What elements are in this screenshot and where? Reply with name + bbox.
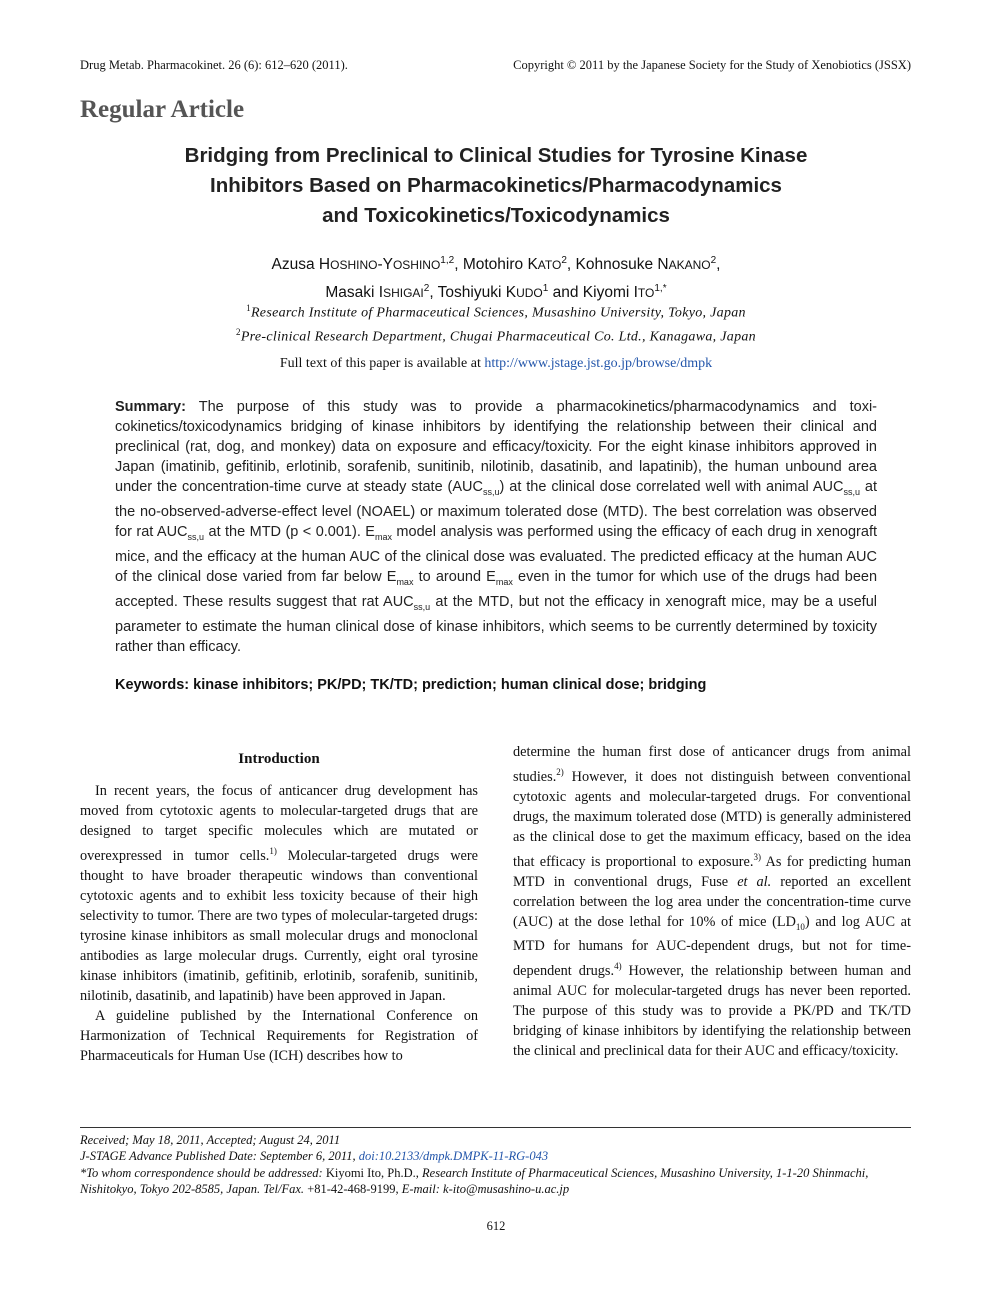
paragraph-text: In recent years, the focus of anticancer drug development has moved from cytotoxic agents to molecular-targeted drugs that are designed to target specific molecules which are mutated or overexpressed in tumor cells.: [80, 783, 478, 864]
summary-sub: ss,u: [843, 486, 860, 497]
paragraph: [80, 781, 478, 1006]
correspondence-phone: +81-42-468-9199,: [307, 1181, 402, 1196]
page-number: 612: [486, 1219, 506, 1233]
summary-text: at the MTD, but not the efficacy in xenograft mice, may be a useful parameter to estimate the human clinical dose of kinase inhibitors, which seems to be currently determined by toxicity rather than efficacy.: [115, 593, 877, 655]
summary-sub: max: [396, 576, 414, 587]
paragraph-text: As for predicting human MTD in conventional drugs, Fuse: [513, 853, 911, 890]
author-first: , Motohiro: [454, 256, 528, 274]
author-smallcaps: ATO: [537, 258, 562, 273]
author-first: , Kohnosuke: [566, 256, 658, 274]
citation-sup: 3): [753, 851, 761, 862]
author-sup: 2: [710, 255, 717, 266]
fulltext-link[interactable]: http://www.jstage.jst.go.jp/browse/dmpk: [484, 356, 713, 371]
summary-text: to around E: [413, 568, 496, 585]
paragraph-text: However, it does not distinguish between conventional cytotoxic agents and molecular-targeted drugs. For conventional drugs, the maximum tolerated dose (MTD) is generally administered as the clinical dose to get the maximum efficacy, based on the idea that efficacy is proportional to exposure.: [513, 768, 911, 870]
author-sup: 1,2: [440, 255, 455, 266]
citation-sup: 2): [556, 767, 564, 777]
article-title: [120, 141, 872, 231]
body-column-left: [80, 781, 478, 1066]
title-line-3: and Toxicokinetics/Toxicodynamics: [322, 204, 670, 227]
author-initial: K: [505, 284, 517, 302]
author-initial: I: [378, 284, 384, 302]
author-initial: N: [657, 256, 669, 274]
author-smallcaps: TO: [637, 286, 655, 301]
paragraph-text: Molecular-targeted drugs were thought to have broader therapeutic windows than conventional cytotoxic agents and to exhibit less toxicity because of their high selectivity to tumor. There are two types of molecular-targeted drugs: tyrosine kinase inhibitors as small molecular drugs and monoclonal antibodies as large molecular drugs. Currently, eight oral tyrosine kinase inhibitors (imatinib, gefitinib, erlotinib, sorafenib, sunitinib, nilotinib, dasatinib, and lapatinib) have been approved in Japan.: [80, 847, 479, 1004]
received-dates: Received; May 18, 2011, Accepted; August 24, 2011: [80, 1133, 341, 1147]
affiliations: [120, 299, 872, 346]
correspondence-name: Kiyomi Ito, Ph.D.,: [325, 1165, 423, 1180]
author-first: Azusa: [271, 256, 319, 274]
summary-sub: ss,u: [413, 601, 431, 612]
author-first: Masaki: [325, 284, 379, 302]
fulltext-label: Full text of this paper is available at: [279, 356, 485, 371]
author-list: [150, 249, 842, 305]
affiliation-2: [120, 323, 872, 347]
paragraph: [513, 742, 911, 1061]
body-column-right: [513, 742, 911, 1061]
summary-abstract: [115, 397, 877, 657]
affiliation-sup: 1: [246, 303, 251, 313]
summary-text: ) at the clinical dose correlated well with animal AUC: [499, 479, 844, 495]
author-initial: I: [633, 284, 638, 302]
correspondence: [80, 1165, 911, 1198]
email-label: E-mail:: [401, 1181, 444, 1196]
footnotes: [80, 1132, 911, 1197]
author-smallcaps: OSHINO: [330, 258, 378, 273]
summary-text: at the MTD (p < 0.001). E: [204, 523, 375, 540]
affiliation-1: [120, 299, 872, 323]
subscript: 10: [795, 921, 805, 932]
author-sup: 2: [561, 255, 567, 266]
author-smallcaps: SHIGAI: [383, 286, 424, 301]
affiliation-sup: 2: [236, 326, 241, 337]
author-initial: -Y: [377, 256, 393, 274]
footnote-divider: [80, 1127, 911, 1128]
summary-sub: max: [495, 576, 513, 587]
correspondence-address: Research Institute of Pharmaceutical Sciences, Musashino University, 1-1-20 Shinmachi, Nishitokyo, Tokyo 202-8585, Japan. Tel/Fax.: [80, 1165, 869, 1196]
et-al: et al.: [737, 873, 772, 890]
summary-text: model analysis was performed using the efficacy of each drug in xenograft mice, and the efficacy at the human AUC of the clinical dose was evaluated. The predicted efficacy at the human AUC of the clinical dose varied from far below E: [115, 523, 878, 585]
author-sup: 2: [423, 283, 430, 295]
author-sup: 1: [542, 283, 549, 295]
paragraph-text: ) and log AUC at MTD for humans for AUC-dependent drugs, but not for time-dependent drugs.: [513, 913, 912, 980]
jstage-date: [80, 1148, 911, 1164]
summary-label: Summary:: [115, 399, 186, 415]
summary-sub: max: [374, 531, 392, 542]
author-smallcaps: UDO: [516, 286, 543, 301]
fulltext-notice: [120, 356, 872, 372]
paragraph: A guideline published by the International Conference on Harmonization of Technical Requirements for Registration of Pharmaceuticals for Human Use (ICH) describes how to: [80, 1007, 478, 1064]
author-first: , Toshiyuki: [429, 284, 506, 302]
email-link[interactable]: k-ito@musashino-u.ac.jp: [443, 1181, 570, 1196]
author-smallcaps: AKANO: [668, 258, 711, 273]
author-first: and Kiyomi: [548, 284, 634, 302]
correspondence-label: *To whom correspondence should be addressed:: [80, 1165, 326, 1180]
introduction-heading: Introduction: [238, 751, 320, 767]
author-sup: 1,*: [654, 283, 667, 295]
copyright-notice: Copyright © 2011 by the Japanese Society for the Study of Xenobiotics (JSSX): [513, 58, 911, 72]
citation-sup: 4): [614, 961, 622, 972]
author-smallcaps: OSHINO: [392, 258, 441, 273]
journal-citation: Drug Metab. Pharmacokinet. 26 (6): 612–620 (2011).: [80, 58, 348, 72]
affiliation-text: Pre-clinical Research Department, Chugai Pharmaceutical Co. Ltd., Kanagawa, Japan: [240, 329, 756, 345]
citation-sup: 1): [269, 846, 277, 856]
summary-sub: ss,u: [483, 486, 500, 497]
summary-text: even in the tumor for which use of the drugs had been accepted. These results suggest that rat AUC: [115, 568, 878, 610]
paragraph-text: reported an excellent correlation between the log area under the concentration-time curve (AUC) at the dose lethal for 10% of mice (LD: [513, 873, 911, 930]
title-line-1: Bridging from Preclinical to Clinical Studies for Tyrosine Kinase: [184, 144, 808, 167]
paragraph-text: However, the relationship between human and animal AUC for molecular-targeted drugs has never been reported. The purpose of this study was to provide a PK/PD and TK/TD bridging of kinase inhibitors by identifying the relationship between the clinical and preclinical data for their AUC and efficacy/toxicity.: [513, 963, 911, 1060]
author-initial: K: [527, 256, 538, 274]
summary-text: at the no-observed-adverse-effect level (NOAEL) or maximum tolerated dose (MTD). The best correlation was observed for rat AUC: [115, 479, 877, 540]
title-line-2: Inhibitors Based on Pharmacokinetics/Pharmacodynamics: [210, 174, 782, 197]
affiliation-text: Research Institute of Pharmaceutical Sciences, Musashino University, Tokyo, Japan: [250, 305, 746, 321]
jstage-label: J-STAGE Advance Published Date: September 6, 2011,: [80, 1149, 359, 1164]
summary-sub: ss,u: [187, 531, 205, 542]
author-separator: ,: [716, 256, 721, 274]
paragraph-text: determine the human first dose of anticancer drugs from animal studies.: [513, 744, 911, 785]
author-initial: H: [318, 256, 331, 274]
doi-link[interactable]: doi:10.2133/dmpk.DMPK-11-RG-043: [358, 1149, 549, 1164]
keywords: Keywords: kinase inhibitors; PK/PD; TK/TD; prediction; human clinical dose; bridging: [115, 677, 707, 693]
summary-text: The purpose of this study was to provide a pharmacokinetics/pharmacodynamics and toxi-cokinetics/toxicodynamics bridging of kinase inhibitors by identifying the relationship between their clinical and preclinical (rat, dog, and monkey) data on exposure and efficacy/toxicity. For the eight kinase inhibitors approved in Japan (imatinib, gefitinib, erlotinib, sorafenib, sunitinib, nilotinib, dasatinib, and lapatinib), the human unbound area under the concentration-time curve at steady state (AUC: [115, 399, 877, 495]
article-type: Regular Article: [80, 96, 245, 123]
